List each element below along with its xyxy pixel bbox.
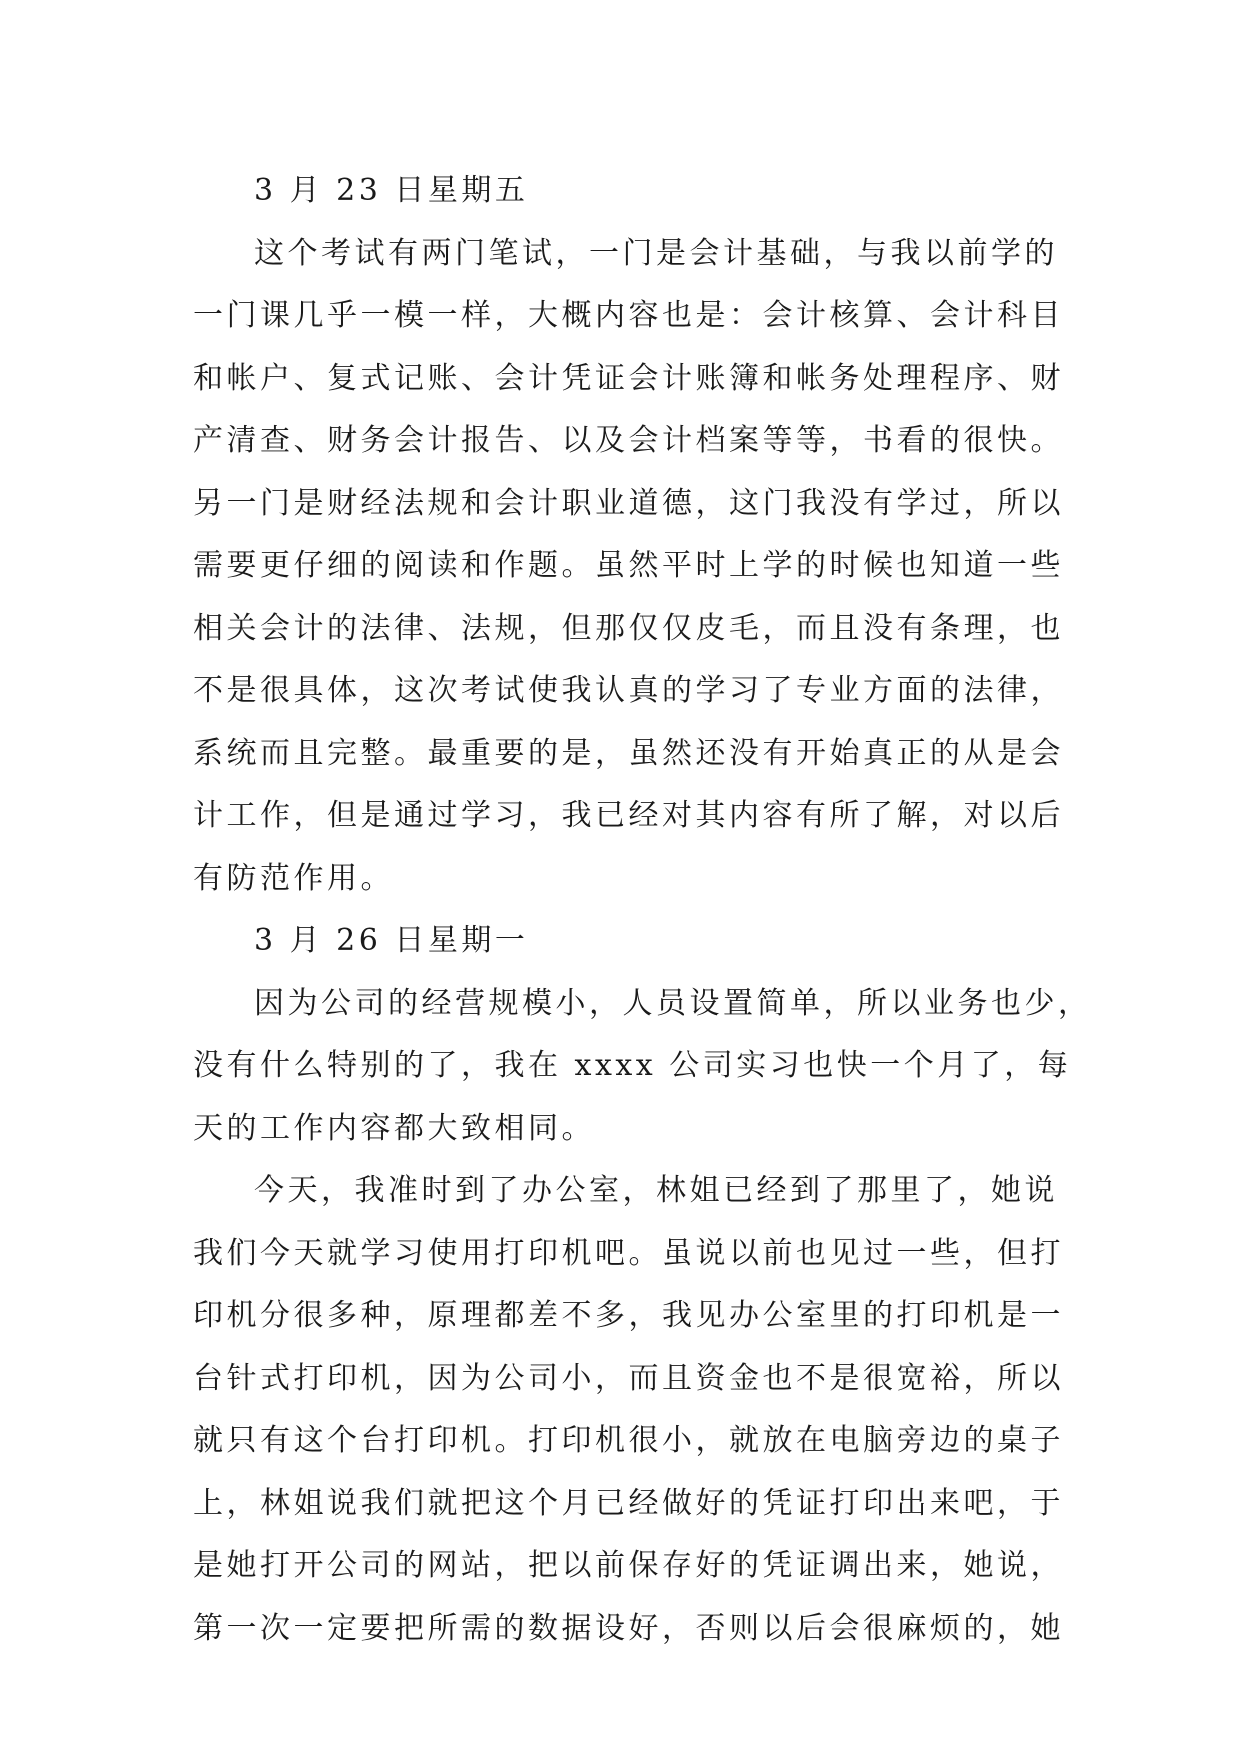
paragraph-line: 产清查、财务会计报告、以及会计档案等等，书看的很快。 [193, 423, 1064, 458]
document-body [193, 160, 1092, 1660]
date-heading-march-26: 3 月 26 日星期一 [254, 923, 529, 958]
paragraph-line: 有防范作用。 [193, 860, 394, 896]
paragraph-line: 今天，我准时到了办公室，林姐已经到了那里了，她说 [254, 1173, 1058, 1208]
paragraph-line: 一门课几乎一模一样，大概内容也是：会计核算、会计科目 [193, 298, 1064, 333]
paragraph-line: 是她打开公司的网站，把以前保存好的凭证调出来，她说， [193, 1548, 1064, 1583]
paragraph-line: 上，林姐说我们就把这个月已经做好的凭证打印出来吧，于 [193, 1485, 1064, 1521]
paragraph-line: 第一次一定要把所需的数据设好，否则以后会很麻烦的，她 [193, 1610, 1064, 1646]
paragraph-line: 因为公司的经营规模小，人员设置简单，所以业务也少， [254, 985, 1092, 1021]
paragraph-line: 系统而且完整。最重要的是，虽然还没有开始真正的从是会 [193, 735, 1064, 771]
paragraph-line: 没有什么特别的了，我在 xxxx 公司实习也快一个月了，每 [193, 1048, 1072, 1083]
paragraph-line: 和帐户、复式记账、会计凭证会计账簿和帐务处理程序、财 [193, 360, 1064, 396]
paragraph-line: 相关会计的法律、法规，但那仅仅皮毛，而且没有条理，也 [193, 610, 1064, 646]
paragraph-line: 我们今天就学习使用打印机吧。虽说以前也见过一些，但打 [193, 1235, 1064, 1271]
paragraph-line: 就只有这个台打印机。打印机很小，就放在电脑旁边的桌子 [193, 1423, 1064, 1458]
paragraph-line: 需要更仔细的阅读和作题。虽然平时上学的时候也知道一些 [193, 548, 1064, 583]
paragraph-line: 计工作，但是通过学习，我已经对其内容有所了解，对以后 [193, 798, 1064, 833]
paragraph-line: 另一门是财经法规和会计职业道德，这门我没有学过，所以 [193, 485, 1064, 521]
paragraph-line: 这个考试有两门笔试，一门是会计基础，与我以前学的 [254, 235, 1058, 271]
paragraph-line: 不是很具体，这次考试使我认真的学习了专业方面的法律， [193, 673, 1064, 708]
date-heading-march-23: 3 月 23 日星期五 [254, 173, 529, 208]
paragraph-line: 天的工作内容都大致相同。 [193, 1110, 595, 1146]
paragraph-line: 台针式打印机，因为公司小，而且资金也不是很宽裕，所以 [193, 1360, 1064, 1396]
paragraph-line: 印机分很多种，原理都差不多，我见办公室里的打印机是一 [193, 1298, 1064, 1333]
